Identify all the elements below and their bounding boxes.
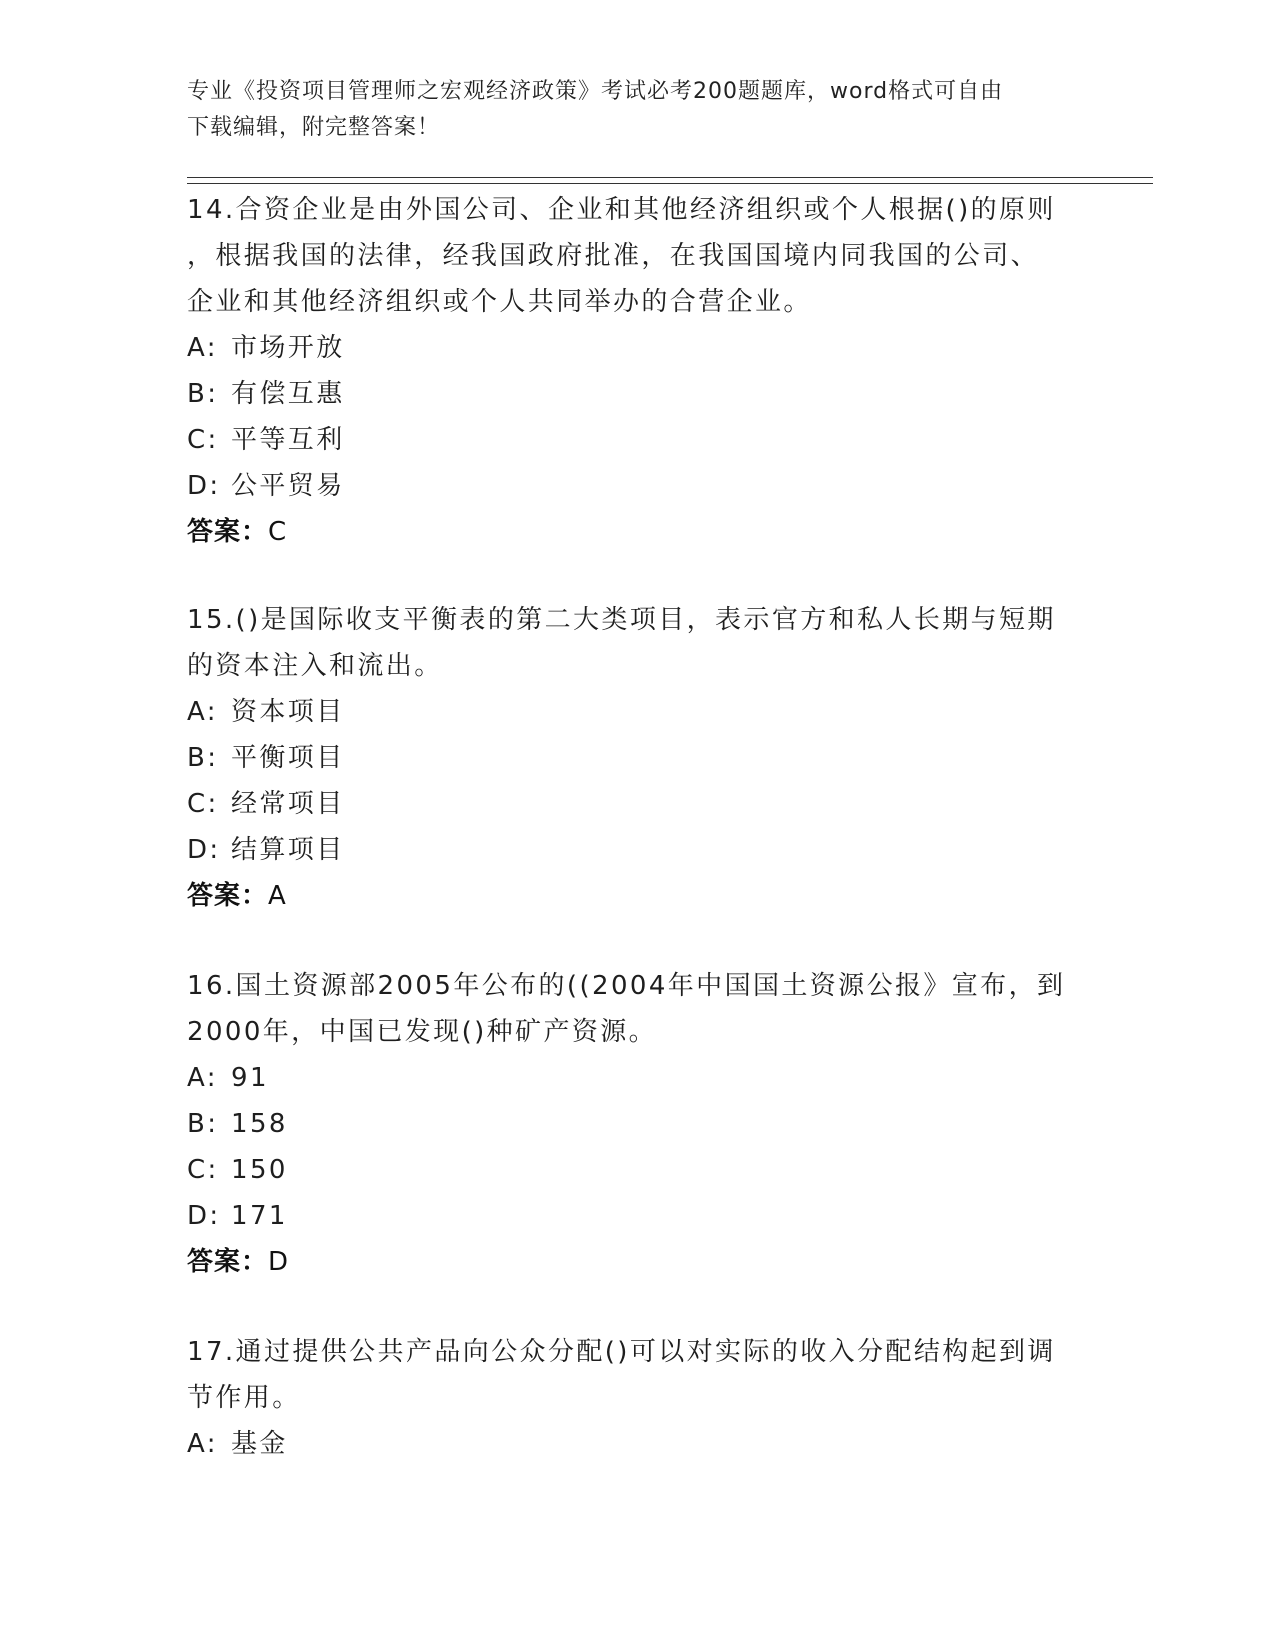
answer-line — [187, 509, 1067, 555]
option-d — [187, 1193, 1067, 1239]
option-d — [187, 827, 1067, 873]
stem-line: 节作用。 — [187, 1383, 301, 1413]
option-c — [187, 1147, 1067, 1193]
answer-label: 答案： — [187, 517, 269, 547]
option-text: 市场开放 — [231, 333, 345, 363]
header-divider — [187, 177, 1153, 178]
option-b — [187, 735, 1067, 781]
option-text: 平等互利 — [231, 425, 345, 455]
option-c — [187, 417, 1067, 463]
answer-value: A — [268, 881, 287, 911]
option-text: 平衡项目 — [231, 743, 345, 773]
document-header — [187, 74, 1067, 146]
option-letter: D: — [187, 1201, 221, 1231]
option-letter: D: — [187, 835, 221, 865]
header-line: 专业《投资项目管理师之宏观经济政策》考试必考200题题库，word格式可自由 — [187, 79, 1004, 104]
stem-line: 的资本注入和流出。 — [187, 651, 443, 681]
option-letter: B: — [187, 743, 219, 773]
option-text: 结算项目 — [231, 835, 345, 865]
question-14 — [187, 187, 1067, 555]
option-text: 171 — [231, 1201, 288, 1231]
stem-line: 14.合资企业是由外国公司、企业和其他经济组织或个人根据()的原则 — [187, 195, 1056, 225]
option-b — [187, 371, 1067, 417]
option-c — [187, 781, 1067, 827]
question-15 — [187, 597, 1067, 919]
question-stem — [187, 597, 1067, 689]
answer-line — [187, 1239, 1067, 1285]
option-text: 公平贸易 — [231, 471, 345, 501]
option-d — [187, 463, 1067, 509]
answer-value: C — [268, 517, 288, 547]
option-text: 150 — [231, 1155, 288, 1185]
option-a — [187, 689, 1067, 735]
option-text: 有偿互惠 — [231, 379, 345, 409]
option-text: 经常项目 — [231, 789, 345, 819]
question-16 — [187, 963, 1067, 1285]
stem-line: 2000年，中国已发现()种矿产资源。 — [187, 1017, 658, 1047]
option-letter: B: — [187, 379, 219, 409]
option-letter: B: — [187, 1109, 219, 1139]
option-letter: C: — [187, 1155, 219, 1185]
option-letter: A: — [187, 1063, 218, 1093]
stem-line: 15.()是国际收支平衡表的第二大类项目，表示官方和私人长期与短期 — [187, 605, 1056, 635]
option-text: 基金 — [231, 1429, 288, 1459]
option-b — [187, 1101, 1067, 1147]
option-a — [187, 1055, 1067, 1101]
option-letter: D: — [187, 471, 221, 501]
stem-line: 企业和其他经济组织或个人共同举办的合营企业。 — [187, 287, 812, 317]
stem-line: ，根据我国的法律，经我国政府批准，在我国国境内同我国的公司、 — [187, 241, 1040, 271]
option-text: 91 — [231, 1063, 269, 1093]
option-text: 资本项目 — [231, 697, 345, 727]
stem-line: 16.国土资源部2005年公布的((2004年中国国土资源公报》宣布，到 — [187, 971, 1066, 1001]
question-stem — [187, 1329, 1067, 1421]
header-line: 下载编辑，附完整答案！ — [187, 115, 441, 140]
option-letter: A: — [187, 697, 218, 727]
question-17 — [187, 1329, 1067, 1467]
option-text: 158 — [231, 1109, 288, 1139]
question-stem — [187, 963, 1067, 1055]
answer-label: 答案： — [187, 881, 269, 911]
option-letter: A: — [187, 1429, 218, 1459]
option-letter: A: — [187, 333, 218, 363]
answer-line — [187, 873, 1067, 919]
option-a — [187, 325, 1067, 371]
stem-line: 17.通过提供公共产品向公众分配()可以对实际的收入分配结构起到调 — [187, 1337, 1056, 1367]
option-a — [187, 1421, 1067, 1467]
answer-label: 答案： — [187, 1247, 269, 1277]
header-divider — [187, 183, 1153, 184]
option-letter: C: — [187, 789, 219, 819]
option-letter: C: — [187, 425, 219, 455]
question-stem — [187, 187, 1067, 325]
answer-value: D — [268, 1247, 290, 1277]
